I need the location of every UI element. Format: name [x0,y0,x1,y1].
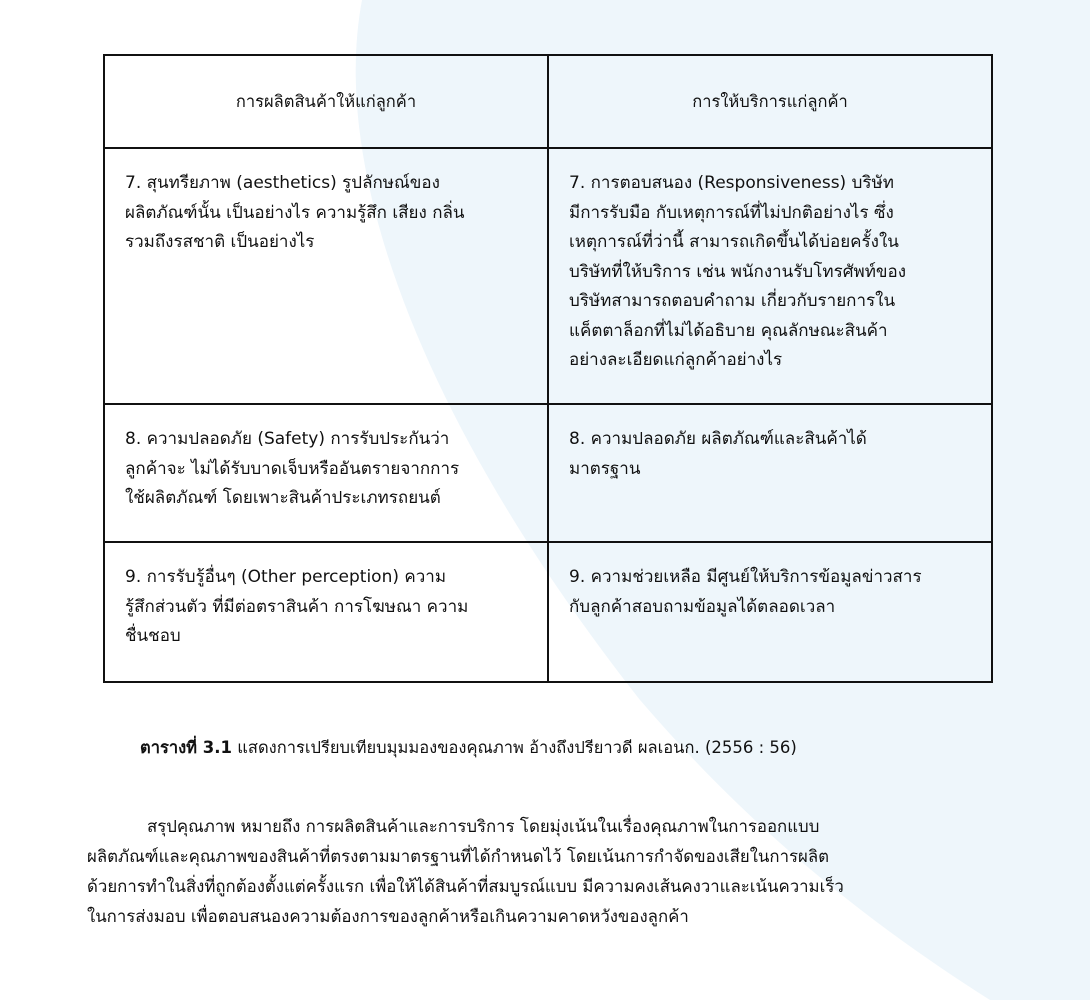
cell-line: 7. การตอบสนอง (Responsiveness) บริษัท [569,173,894,193]
cell-line: บริษัทที่ให้บริการ เช่น พนักงานรับโทรศัพท์ของ [569,261,907,282]
cell-line: 9. การรับรู้อื่นๆ (Other perception) ความ [125,567,447,587]
cell-product-aesthetics [104,148,548,404]
cell-line: ใช้ผลิตภัณฑ์ โดยเพาะสินค้าประเภทรถยนต์ [125,488,441,508]
cell-service-responsiveness [548,148,992,404]
cell-line: ผลิตภัณฑ์นั้น เป็นอย่างไร ความรู้สึก เสียง กลิ่น [125,202,465,223]
summary-line: สรุปคุณภาพ หมายถึง การผลิตสินค้าและการบริการ โดยมุ่งเน้นในเรื่องคุณภาพในการออกแบบ [147,816,820,836]
cell-product-safety [104,404,548,542]
summary-paragraph [87,811,997,931]
summary-line: ด้วยการทำในสิ่งที่ถูกต้องตั้งแต่ครั้งแรก เพื่อให้ได้สินค้าที่สมบูรณ์แบบ มีความคงเส้นคงวาและเน้นความเร็ว [87,876,844,896]
cell-line: 7. สุนทรียภาพ (aesthetics) รูปลักษณ์ของ [125,173,440,193]
cell-line: 9. ความช่วยเหลือ มีศูนย์ให้บริการข้อมูลข่าวสาร [569,567,922,587]
cell-service-assistance [548,542,992,682]
cell-line: มีการรับมือ กับเหตุการณ์ที่ไม่ปกติอย่างไร ซึ่ง [569,202,894,223]
table-row [104,404,992,542]
cell-line: อย่างละเอียดแก่ลูกค้าอย่างไร [569,350,783,370]
cell-product-perception [104,542,548,682]
cell-line: รวมถึงรสชาติ เป็นอย่างไร [125,232,315,252]
header-service: การให้บริการแก่ลูกค้า [548,55,992,148]
caption-text: แสดงการเปรียบเทียบมุมมองของคุณภาพ อ้างถึงปรียาวดี ผลเอนก. (2556 : 56) [232,738,797,757]
caption-label: ตารางที่ 3.1 [140,738,233,757]
cell-line: ชื่นชอบ [125,626,181,646]
cell-line: เหตุการณ์ที่ว่านี้ สามารถเกิดขึ้นได้บ่อยครั้งใน [569,232,899,252]
comparison-table [103,54,993,683]
table-header-row [104,55,992,148]
cell-line: รู้สึกส่วนตัว ที่มีต่อตราสินค้า การโฆษณา ความ [125,596,469,617]
header-product: การผลิตสินค้าให้แก่ลูกค้า [104,55,548,148]
cell-line: แค็ตตาล็อกที่ไม่ได้อธิบาย คุณลักษณะสินค้า [569,320,888,341]
table-caption [140,735,1040,761]
cell-line: 8. ความปลอดภัย (Safety) การรับประกันว่า [125,429,450,449]
cell-line: 8. ความปลอดภัย ผลิตภัณฑ์และสินค้าได้ [569,429,867,449]
cell-service-safety [548,404,992,542]
summary-line: ในการส่งมอบ เพื่อตอบสนองความต้องการของลูกค้าหรือเกินความคาดหวังของลูกค้า [87,906,689,926]
table-row [104,148,992,404]
summary-line: ผลิตภัณฑ์และคุณภาพของสินค้าที่ตรงตามมาตรฐานที่ได้กำหนดไว้ โดยเน้นการกำจัดของเสียในการผลิต [87,846,830,866]
table-row [104,542,992,682]
cell-line: มาตรฐาน [569,458,641,479]
cell-line: กับลูกค้าสอบถามข้อมูลได้ตลอดเวลา [569,596,836,617]
cell-line: ลูกค้าจะ ไม่ได้รับบาดเจ็บหรืออันตรายจากการ [125,458,460,479]
cell-line: บริษัทสามารถตอบคำถาม เกี่ยวกับรายการใน [569,291,896,311]
